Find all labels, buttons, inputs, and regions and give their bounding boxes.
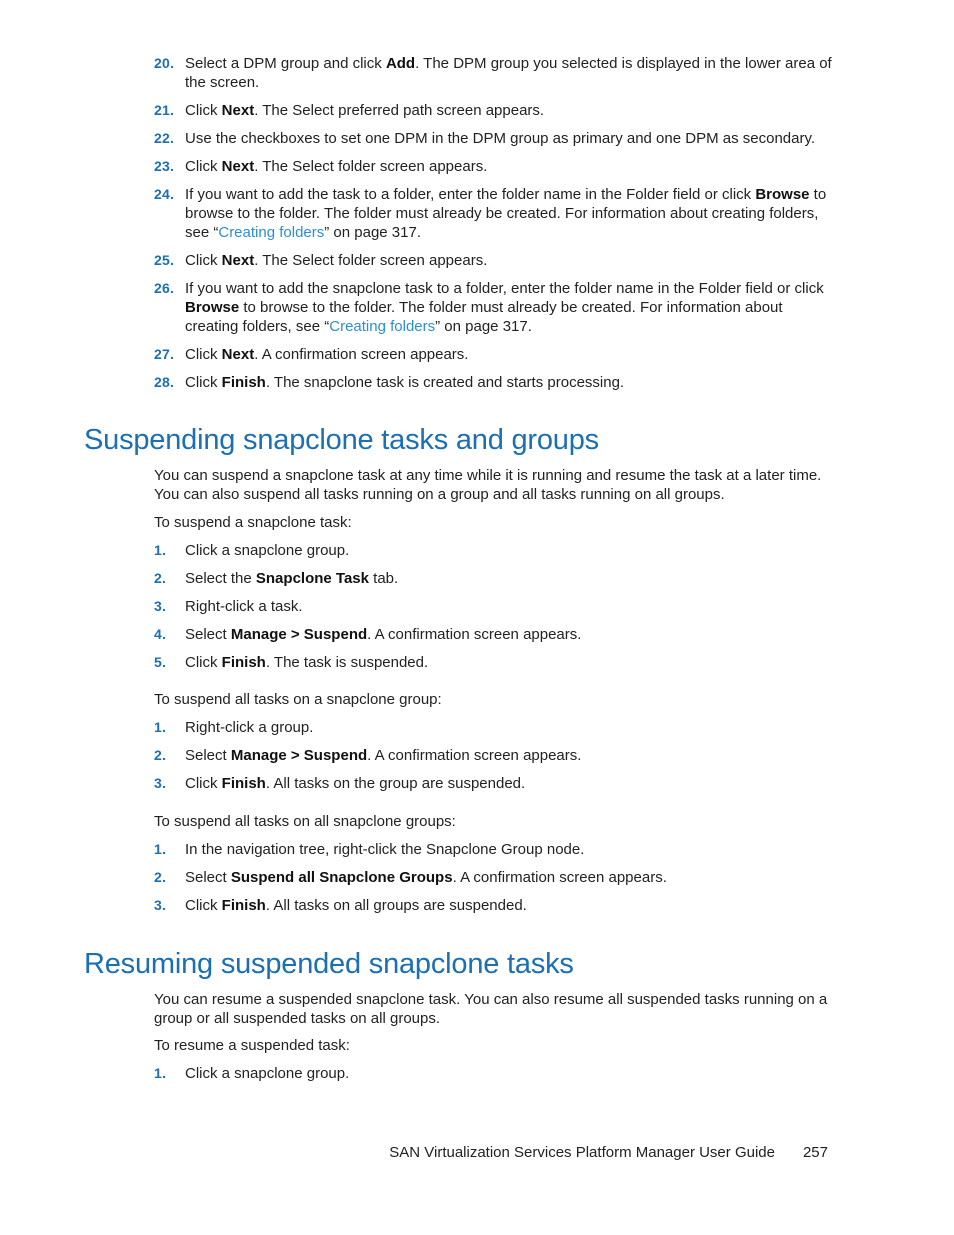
step-text: . The DPM group you selected is displayed in the lower area of the screen. [185,55,832,91]
list-item [154,1064,834,1083]
list-item [154,868,834,887]
step-text: . The Select folder screen appears. [254,158,488,175]
step-text: Select [185,626,231,643]
step-text: If you want to add the snapclone task to a folder, enter the folder name in the Folder field or click [185,280,824,297]
step-number: 20. [154,55,175,71]
step-number: 26. [154,280,175,296]
list-item [154,840,834,859]
list-item [154,54,834,92]
step-number: 25. [154,252,175,268]
section-heading-suspending: Suspending snapclone tasks and groups [84,424,599,456]
footer-title: SAN Virtualization Services Platform Manager User Guide [389,1144,775,1161]
step-text: Click [185,654,222,671]
list-item [154,129,834,148]
step-text: Click a snapclone group. [185,542,350,559]
list-item [154,625,834,644]
step-number: 24. [154,186,175,202]
step-text: . A confirmation screen appears. [367,747,582,764]
step-text: Click [185,374,222,391]
step-text: Use the checkboxes to set one DPM in the DPM group as primary and one DPM as secondary. [185,130,816,147]
step-text: Select the [185,570,256,587]
page-number: 257 [802,1144,828,1161]
ui-term: Next [221,102,255,119]
ui-term: Browse [755,186,810,203]
ui-term: Browse [185,299,240,316]
steps-list-resume-task [154,1064,834,1092]
step-number: 3. [154,775,167,791]
section-intro-suspending: You can suspend a snapclone task at any time while it is running and resume the task at a later time. You can also suspend all tasks running on a group and all tasks running on all groups. [154,467,822,503]
step-text: to browse to the folder. The folder must already be created. For information about creating folders, see “ [185,299,783,335]
step-number: 1. [154,542,167,558]
list-item [154,541,834,560]
list-item [154,157,834,176]
step-number: 4. [154,626,167,642]
step-text: Click [185,346,222,363]
step-text: Click a snapclone group. [185,1065,350,1082]
step-text: . The Select preferred path screen appears. [254,102,545,119]
step-text: . A confirmation screen appears. [367,626,582,643]
step-text: Right-click a task. [185,598,303,615]
step-text: Select [185,747,231,764]
lead-suspend-group: To suspend all tasks on a snapclone group: [154,691,442,708]
step-text: to browse to the folder. The folder must already be created. For information about creating folders, see “ [185,186,827,241]
step-text: Select a DPM group and click [185,55,386,72]
ui-term: Add [385,55,416,72]
step-text: ” on page 317. [435,318,532,335]
ui-term: Next [221,346,255,363]
list-item [154,896,834,915]
ui-term: Suspend all Snapclone Groups [230,869,453,886]
list-item [154,569,834,588]
step-number: 3. [154,598,167,614]
section-intro-resuming: You can resume a suspended snapclone task. You can also resume all suspended tasks running on a group or all suspended tasks on all groups. [154,991,828,1027]
ui-term: Finish [221,897,266,914]
step-number: 5. [154,654,167,670]
ui-term: Manage > Suspend [230,626,368,643]
list-item [154,774,834,793]
cross-reference-link[interactable]: Creating folders [218,224,325,241]
step-text: . All tasks on the group are suspended. [265,775,526,792]
step-text: . The task is suspended. [265,654,429,671]
step-number: 28. [154,374,175,390]
lead-suspend-task: To suspend a snapclone task: [154,514,352,531]
step-text: . A confirmation screen appears. [452,869,667,886]
ui-term: Snapclone Task [255,570,369,587]
ui-term: Manage > Suspend [230,747,368,764]
step-text: . The Select folder screen appears. [254,252,488,269]
lead-resume-task: To resume a suspended task: [154,1037,350,1054]
ui-term: Next [221,158,255,175]
steps-list-suspend-all-groups [154,840,834,924]
step-number: 22. [154,130,175,146]
page-footer [389,1144,828,1161]
step-text: Click [185,102,222,119]
list-item [154,653,834,672]
step-text: Click [185,252,222,269]
step-number: 1. [154,719,167,735]
step-number: 1. [154,841,167,857]
list-item [154,101,834,120]
list-item [154,279,834,336]
ui-term: Next [221,252,255,269]
step-number: 23. [154,158,175,174]
step-text: If you want to add the task to a folder, enter the folder name in the Folder field or click [185,186,756,203]
step-text: In the navigation tree, right-click the Snapclone Group node. [185,841,585,858]
step-text: Click [185,897,222,914]
step-number: 2. [154,570,167,586]
list-item [154,718,834,737]
step-number: 2. [154,869,167,885]
ui-term: Finish [221,654,266,671]
step-text: Select [185,869,231,886]
step-text: . The snapclone task is created and starts processing. [265,374,625,391]
lead-suspend-all-groups: To suspend all tasks on all snapclone groups: [154,813,456,830]
steps-list-suspend-group [154,718,834,802]
step-number: 2. [154,747,167,763]
cross-reference-link[interactable]: Creating folders [329,318,436,335]
steps-list-suspend-task [154,541,834,681]
ui-term: Finish [221,374,266,391]
step-text: . A confirmation screen appears. [254,346,469,363]
step-text: Click [185,775,222,792]
list-item [154,345,834,364]
step-number: 21. [154,102,175,118]
ui-term: Finish [221,775,266,792]
step-number: 27. [154,346,175,362]
list-item [154,373,834,392]
step-text: tab. [368,570,399,587]
section-heading-resuming: Resuming suspended snapclone tasks [84,948,574,980]
step-text: . All tasks on all groups are suspended. [265,897,527,914]
step-text: Right-click a group. [185,719,314,736]
step-text: ” on page 317. [324,224,421,241]
step-number: 3. [154,897,167,913]
list-item [154,597,834,616]
step-text: Click [185,158,222,175]
list-item [154,185,834,242]
steps-list-top [154,54,834,401]
list-item [154,746,834,765]
list-item [154,251,834,270]
step-number: 1. [154,1065,167,1081]
